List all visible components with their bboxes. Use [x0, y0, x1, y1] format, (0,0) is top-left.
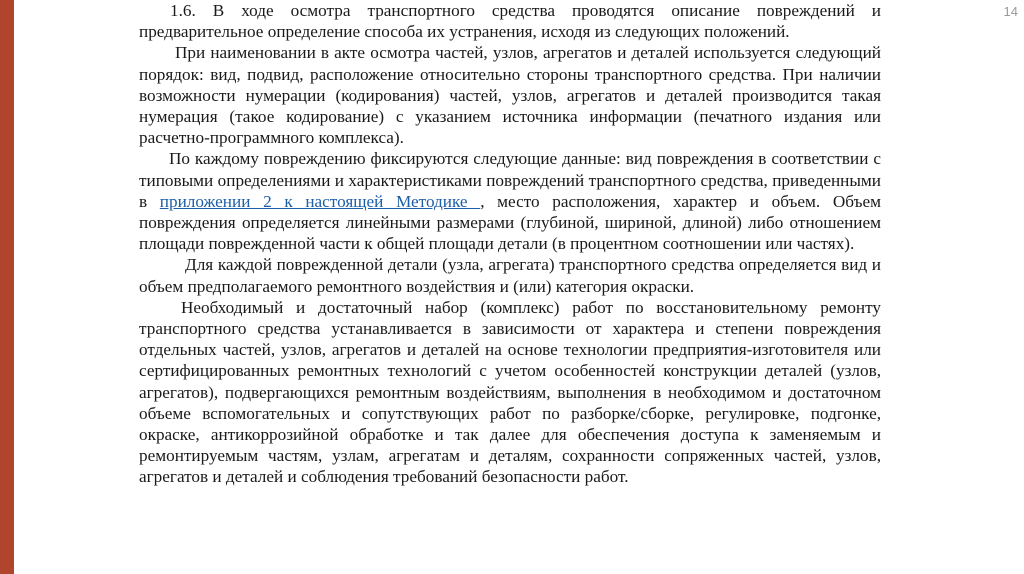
- left-accent-bar: [0, 0, 14, 574]
- slide-number: 14: [1003, 4, 1018, 19]
- paragraph-repair-works: Необходимый и достаточный набор (комплекс) работ по восстановительному ремонту транспортного средства устанавливается в зависимости от характера и степени повреждения отдельных частей, узлов, агрегатов и деталей на основе технологии предприятия-изготовителя или сертифицированных ремонтных технологий с учетом особенностей конструкции деталей (узлов, агрегатов), подвергающихся ремонтным воздействиям, выполнения в необходимом и достаточном объеме вспомогательных и сопутствующих работ по разборке/сборке, регулировке, подгонке, окраске, антикоррозийной обработке и так далее для обеспечения доступа к заменяемым и ремонтируемым частям, узлам, агрегатам и деталям, сохранности сопряженных частей, узлов, агрегатов и деталей и соблюдения требований безопасности работ.: [139, 297, 881, 487]
- paragraph-damage-data-start: По каждому повреждению фиксируются следующие данные: вид повреждения в соответствии с типовыми определениями и характеристиками повреждений транспортного средства, приведенными в: [139, 149, 881, 211]
- paragraph-damage-data: [139, 148, 881, 254]
- document-body: [139, 0, 881, 488]
- paragraph-repair-impact: Для каждой поврежденной детали (узла, агрегата) транспортного средства определяется вид и объем предполагаемого ремонтного воздействия и (или) категория окраски.: [139, 255, 881, 296]
- paragraph-naming-order: При наименовании в акте осмотра частей, узлов, агрегатов и деталей используется следующий порядок: вид, подвид, расположение относительно стороны транспортного средства. При наличии возможности нумерации (кодирования) частей, узлов, агрегатов и деталей производится такая нумерация (такое кодирование) с указанием источника информации (печатного издания или расчетно-программного комплекса).: [139, 43, 881, 148]
- paragraph-1-6: 1.6. В ходе осмотра транспортного средства проводятся описание повреждений и предварительное определение способа их устранения, исходя из следующих положений.: [139, 1, 881, 42]
- paragraph-damage-data-end: , место расположения, характер и объем. Объем повреждения определяется линейными размерами (глубиной, шириной, длиной) либо отношением площади поврежденной части к общей площади детали (в процентном соотношении или частях).: [139, 191, 881, 254]
- appendix-2-link[interactable]: приложении 2 к настоящей Методике: [159, 191, 481, 211]
